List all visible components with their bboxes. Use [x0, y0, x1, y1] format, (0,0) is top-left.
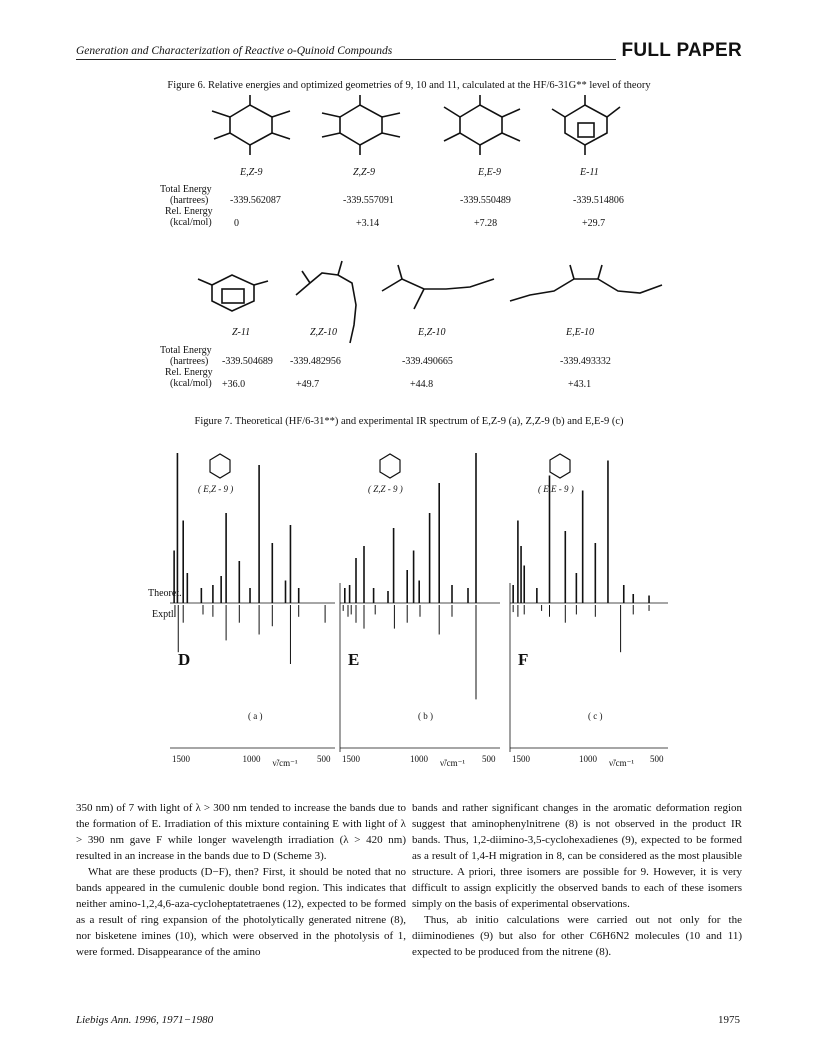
EZ9-total: -339.562087 — [230, 195, 281, 206]
molecule-EZ10 — [382, 265, 494, 309]
tick-label: 500 — [650, 754, 664, 764]
structure-label: ( E,E - 9 ) — [538, 484, 574, 494]
section-label: FULL PAPER — [621, 40, 742, 61]
ir-panel-0 — [170, 453, 335, 768]
ZZ10-total: -339.482956 — [290, 356, 341, 367]
tick-label: 1000 — [579, 754, 597, 764]
benzene-ring-icon — [550, 454, 570, 478]
E11-rel: +29.7 — [582, 218, 606, 229]
panel-letter: F — [518, 650, 529, 669]
x-axis-unit: ν̃/cm⁻¹ — [440, 758, 466, 768]
EE10-rel: +43.1 — [568, 379, 592, 390]
Z11-total: -339.504689 — [222, 356, 273, 367]
body-paragraph: bands and rather significant changes in the aromatic deformation region suggest that aminophenylnitrene (8) is not observed in the product IR bands. Thus, 1,2-diimino-3,5-cyclohexadienes (9), expected to be formed as a result of 1,4-H migration in 8, can be considered as the most plausible structure. A priori, three isomers are possible for 9. However, it is very difficult to assign explicitly the observed bands to each of these isomers simply on the basis of experimental observations. — [412, 802, 742, 910]
ir-panel-1 — [340, 453, 500, 768]
figure-6-geometries — [0, 95, 816, 405]
panel-sublabel: ( a ) — [248, 711, 263, 721]
structure-label: ( E,Z - 9 ) — [198, 484, 234, 494]
row2-hartrees-label: (hartrees) — [170, 356, 209, 367]
row1-hartrees-label: (hartrees) — [170, 195, 209, 206]
tick-label: 500 — [482, 754, 496, 764]
row1-kcal-label: (kcal/mol) — [170, 217, 212, 228]
ir-panel-2 — [510, 454, 668, 768]
x-axis-unit: ν̃/cm⁻¹ — [609, 758, 635, 768]
benzene-ring-icon — [380, 454, 400, 478]
tick-label: 1000 — [410, 754, 428, 764]
ZZ9-rel: +3.14 — [356, 218, 380, 229]
EZ10-rel: +44.8 — [410, 379, 434, 390]
row2-total-energy-label: Total Energy — [160, 345, 212, 356]
benzene-ring-icon — [210, 454, 230, 478]
label-E11: E-11 — [580, 167, 599, 178]
label-EZ10: E,Z-10 — [418, 327, 446, 338]
tick-label: 1000 — [242, 754, 261, 764]
row1-total-energy-label: Total Energy — [160, 184, 212, 195]
molecule-EE9 — [444, 95, 520, 155]
row2-rel-energy-label: Rel. Energy — [165, 367, 213, 378]
EZ10-total: -339.490665 — [402, 356, 453, 367]
panel-letter: D — [178, 650, 191, 669]
body-paragraph: What are these products (D−F), then? First, it should be noted that no bands appeared in the cumulenic double bond region. This indicates that neither amino-1,2,4,6-aza-cycloheptatetraenes (12), expected to be formed as a result of ring expansion of the photolytically generated nitrene (8), nor bisketene imines (10), which were observed in the photolysis of 1, were formed. Disappearance of the amino — [76, 866, 406, 958]
footer-page-number: 1975 — [718, 1014, 740, 1026]
panel-letter: E — [348, 650, 360, 669]
figure-6-caption: Figure 6. Relative energies and optimized geometries of 9, 10 and 11, calculated at the HF/6-31G** level of theory — [167, 80, 651, 91]
ZZ9-total: -339.557091 — [343, 195, 394, 206]
row1-rel-energy-label: Rel. Energy — [165, 206, 213, 217]
Z11-rel: +36.0 — [222, 379, 246, 390]
EZ9-rel: 0 — [234, 218, 239, 229]
molecule-EE10 — [510, 265, 662, 301]
label-EE10: E,E-10 — [566, 327, 595, 338]
structure-label: ( Z,Z - 9 ) — [368, 484, 403, 494]
footer-journal-citation: Liebigs Ann. 1996, 1971−1980 — [76, 1014, 214, 1026]
row2-kcal-label: (kcal/mol) — [170, 378, 212, 389]
molecule-E11 — [552, 95, 620, 155]
molecule-EZ9 — [212, 95, 290, 155]
label-EE9: E,E-9 — [478, 167, 502, 178]
panel-sublabel: ( c ) — [588, 711, 603, 721]
E11-total: -339.514806 — [573, 195, 624, 206]
tick-label: 1500 — [512, 754, 530, 764]
figure-7-caption: Figure 7. Theoretical (HF/6-31**) and experimental IR spectrum of E,Z-9 (a), Z,Z-9 (b) and E,E-9 (c) — [194, 416, 624, 427]
label-EZ9: E,Z-9 — [240, 167, 263, 178]
running-head: Generation and Characterization of Reactive o-Quinoid Compounds — [76, 45, 393, 57]
exptl-label: Exptl. — [152, 609, 177, 620]
header-rule — [76, 59, 616, 60]
body-column-right — [412, 800, 742, 960]
tick-label: 500 — [317, 754, 331, 764]
EE9-total: -339.550489 — [460, 195, 511, 206]
body-column-left — [76, 800, 406, 960]
theoret-label: Theoret. — [148, 588, 182, 599]
panel-sublabel: ( b ) — [418, 711, 433, 721]
molecule-ZZ9 — [322, 95, 400, 155]
EE9-rel: +7.28 — [474, 218, 498, 229]
label-ZZ10: Z,Z-10 — [310, 327, 337, 338]
ZZ10-rel: +49.7 — [296, 379, 320, 390]
molecule-Z11 — [198, 275, 268, 311]
body-paragraph: 350 nm) of 7 with light of λ > 300 nm tended to increase the bands due to the formation of E. Irradiation of this mixture containing E with light of λ > 390 nm gave F while longer wavelength irradiation (λ > 420 nm) resulted in an increase in the bands due to D (Scheme 3). — [76, 802, 406, 862]
tick-label: 1500 — [342, 754, 360, 764]
tick-label: 1500 — [172, 754, 190, 764]
label-ZZ9: Z,Z-9 — [353, 167, 375, 178]
body-paragraph: Thus, ab initio calculations were carried out not only for the diiminodienes (9) but also for other C6H6N2 molecules (10 and 11) expected to be produced from the nitrene (8). — [412, 914, 742, 958]
label-Z11: Z-11 — [232, 327, 251, 338]
figure-7-ir-spectra — [0, 430, 816, 785]
EE10-total: -339.493332 — [560, 356, 611, 367]
x-axis-unit: ν̃/cm⁻¹ — [272, 758, 298, 768]
